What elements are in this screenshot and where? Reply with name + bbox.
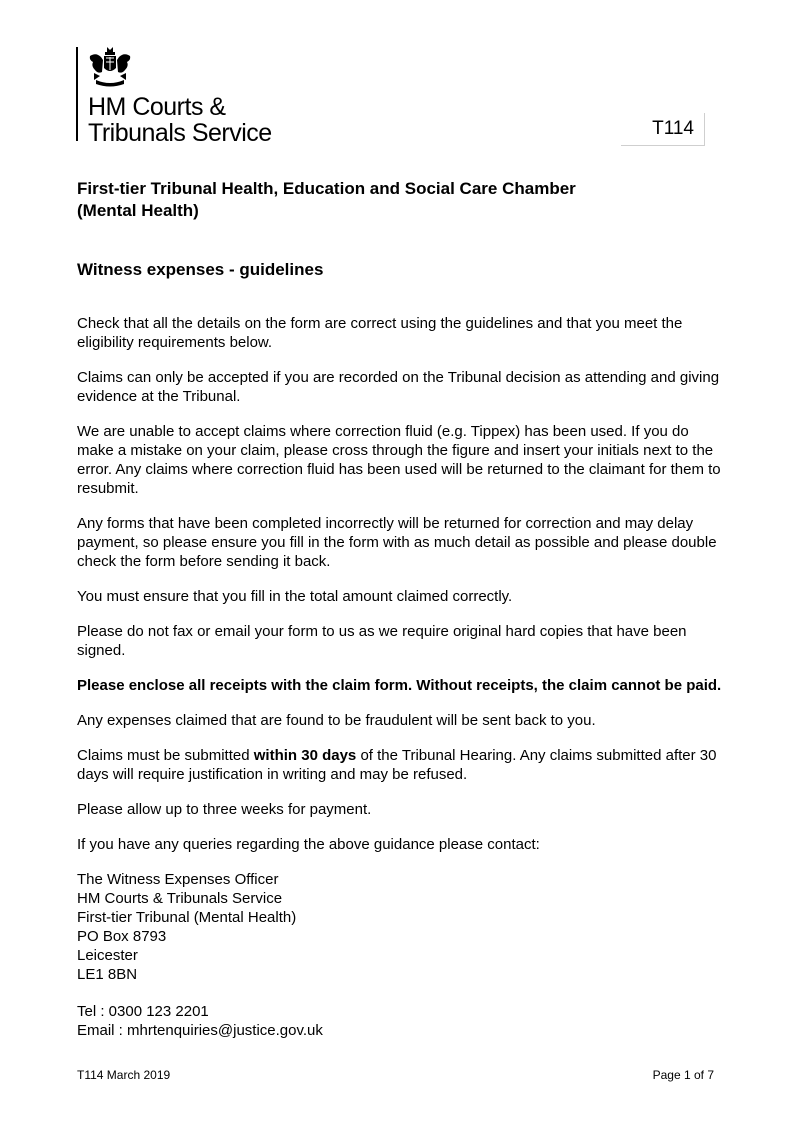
address-line: First-tier Tribunal (Mental Health) bbox=[77, 909, 297, 926]
paragraph: We are unable to accept claims where correction fluid (e.g. Tippex) has been used. If you do make a mistake on your claim, please cross through the figure and insert your initials next to the error. Any claims where correction fluid has been used will be returned to the claimant for them to resubmit. bbox=[77, 423, 721, 497]
address-line: HM Courts & Tribunals Service bbox=[77, 890, 283, 907]
deadline-text-end: of the Tribunal Hearing. Any claims submitted after 30 days will require justification in writing and may be refused. bbox=[77, 747, 717, 783]
paragraph: Claims can only be accepted if you are recorded on the Tribunal decision as attending and giving evidence at the Tribunal. bbox=[77, 369, 720, 405]
logo-line-1: HM Courts & bbox=[88, 93, 226, 121]
deadline-emphasis: within 30 days bbox=[253, 747, 357, 764]
paragraph: Check that all the details on the form are correct using the guidelines and that you meet the eligibility requirements below. bbox=[77, 315, 683, 351]
logo-line-2: Tribunals Service bbox=[88, 119, 272, 147]
footer-form-reference: T114 March 2019 bbox=[77, 1068, 171, 1082]
document-title bbox=[77, 178, 717, 222]
address-line: LE1 8BN bbox=[77, 966, 138, 983]
title-line-2: (Mental Health) bbox=[77, 201, 199, 220]
contact-telephone: Tel : 0300 123 2201 bbox=[77, 1003, 209, 1020]
address-line: Leicester bbox=[77, 947, 138, 964]
deadline-text-start: Claims must be submitted bbox=[77, 747, 254, 764]
paragraph: Please do not fax or email your form to us as we require original hard copies that have been signed. bbox=[77, 623, 687, 659]
royal-crest-icon bbox=[86, 46, 134, 88]
document-subtitle: Witness expenses - guidelines bbox=[77, 260, 324, 279]
address-line: PO Box 8793 bbox=[77, 928, 167, 945]
footer-page-number: Page 1 of 7 bbox=[652, 1068, 714, 1082]
address-line: The Witness Expenses Officer bbox=[77, 871, 279, 888]
form-code-box bbox=[621, 113, 705, 146]
paragraph: If you have any queries regarding the above guidance please contact: bbox=[77, 836, 540, 853]
contact-details bbox=[77, 1002, 727, 1040]
logo-divider bbox=[76, 47, 78, 141]
hmcts-logo-text bbox=[88, 94, 272, 146]
paragraph: Please allow up to three weeks for payment. bbox=[77, 801, 372, 818]
form-code: T114 bbox=[652, 118, 694, 139]
title-line-1: First-tier Tribunal Health, Education and Social Care Chamber bbox=[77, 179, 576, 198]
guidelines-body bbox=[77, 314, 727, 1040]
contact-email: Email : mhrtenquiries@justice.gov.uk bbox=[77, 1022, 323, 1039]
paragraph: You must ensure that you fill in the total amount claimed correctly. bbox=[77, 588, 513, 605]
paragraph: Any expenses claimed that are found to be fraudulent will be sent back to you. bbox=[77, 712, 596, 729]
paragraph: Any forms that have been completed incorrectly will be returned for correction and may delay payment, so please ensure you fill in the form with as much detail as possible and please double check the form before sending it back. bbox=[77, 515, 717, 570]
contact-address bbox=[77, 870, 727, 984]
receipts-notice: Please enclose all receipts with the claim form. Without receipts, the claim cannot be paid. bbox=[77, 677, 722, 694]
deadline-paragraph bbox=[77, 746, 727, 784]
